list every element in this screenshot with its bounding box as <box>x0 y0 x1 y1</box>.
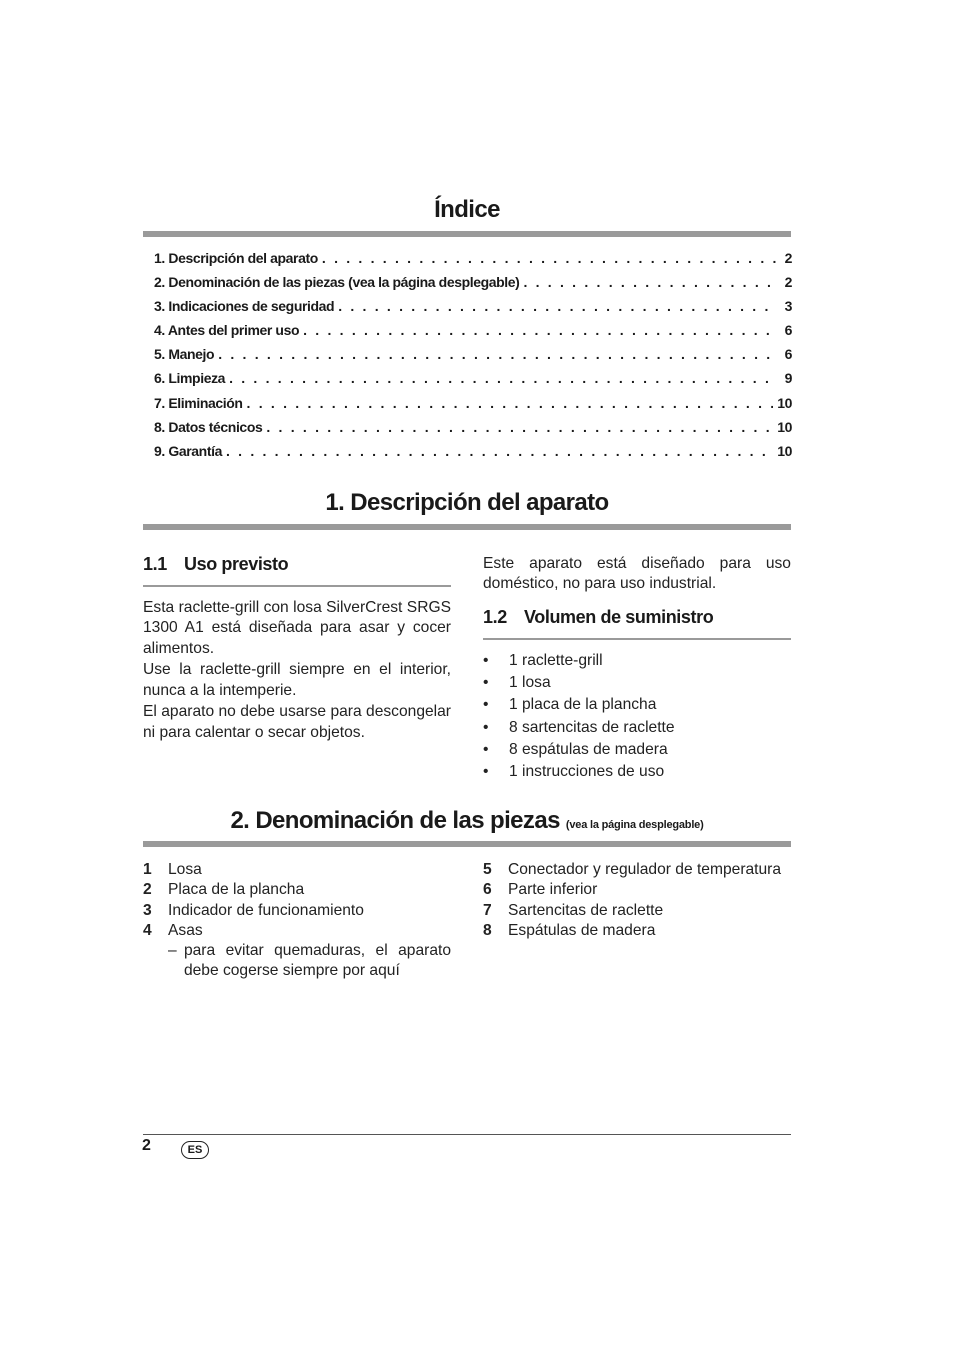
uso-previsto-text <box>143 598 451 745</box>
part-number: 2 <box>143 881 152 899</box>
subsection-heading-1-1 <box>143 554 288 575</box>
toc-entry[interactable] <box>154 370 792 394</box>
part-item <box>483 880 791 900</box>
part-number: 6 <box>483 881 492 899</box>
part-name: Losa <box>168 861 202 878</box>
index-title: Índice <box>434 196 500 223</box>
toc-leader <box>338 298 776 314</box>
subsection-title: Uso previsto <box>184 554 289 574</box>
part-number: 5 <box>483 861 492 878</box>
delivery-list <box>483 650 675 783</box>
part-item <box>483 901 791 921</box>
page-number: 2 <box>142 1137 151 1154</box>
toc-page: 2 <box>784 274 792 291</box>
toc-entry[interactable] <box>154 346 792 370</box>
list-item <box>483 761 675 783</box>
toc-entry[interactable] <box>154 250 792 274</box>
paragraph: Use la raclette-grill siempre en el interior, nunca a la intemperie. <box>143 661 451 699</box>
dash-icon: – <box>168 942 177 960</box>
parts-list-left <box>143 860 451 982</box>
section2-title <box>143 807 791 835</box>
part-item <box>483 860 791 880</box>
toc-label: 3. Indicaciones de seguridad <box>154 298 335 315</box>
part-name: Conectador y regulador de temperatura <box>508 861 782 878</box>
list-item <box>483 694 675 716</box>
toc-label: 1. Descripción del aparato <box>154 250 318 266</box>
toc-leader <box>523 274 776 290</box>
section1-title: 1. Descripción del aparato <box>325 489 609 516</box>
part-number: 8 <box>483 921 492 939</box>
paragraph: Este aparato está diseñado para uso doméstico, no para uso industrial. <box>483 555 791 593</box>
list-item-text: 1 instrucciones de uso <box>509 763 665 781</box>
toc-page: 9 <box>784 370 792 387</box>
section2-note: (vea la página desplegable) <box>565 819 704 831</box>
toc-page: 3 <box>784 298 792 315</box>
part-item <box>143 921 451 941</box>
asas-note-text: para evitar quemaduras, el aparato debe cogerse siempre por aquí <box>183 942 451 980</box>
uso-previsto-continuation <box>483 554 791 596</box>
list-item-text: 1 losa <box>509 674 551 692</box>
toc-label: 6. Limpieza <box>154 370 226 387</box>
section2-title-text: 2. Denominación de las piezas <box>230 807 560 834</box>
toc-page: 6 <box>784 322 792 339</box>
toc-label: 4. Antes del primer uso <box>154 322 300 339</box>
list-item-text: 8 sartencitas de raclette <box>509 718 675 736</box>
toc-leader <box>266 419 773 435</box>
part-item <box>143 860 451 880</box>
subsection-number: 1.2 <box>483 607 507 627</box>
table-of-contents <box>154 250 792 467</box>
paragraph: El aparato no debe usarse para descongelar ni para calentar o secar objetos. <box>143 703 451 741</box>
list-item-text: 1 placa de la plancha <box>509 696 657 714</box>
paragraph: Esta raclette-grill con losa SilverCrest SRGS 1300 A1 está diseñada para asar y cocer alimentos. <box>143 599 451 657</box>
part-number: 3 <box>143 901 152 919</box>
toc-page: 10 <box>777 442 792 459</box>
toc-label: 7. Eliminación <box>154 394 243 411</box>
part-item <box>143 901 451 921</box>
subsection-heading-1-2 <box>483 607 713 628</box>
toc-page: 2 <box>784 250 792 266</box>
subsection-rule <box>483 638 791 640</box>
toc-leader <box>229 370 776 386</box>
list-item <box>483 739 675 761</box>
toc-label: 8. Datos técnicos <box>154 418 263 435</box>
toc-entry[interactable] <box>154 395 792 419</box>
subsection-title: Volumen de suministro <box>524 607 714 627</box>
parts-list-right <box>483 860 791 941</box>
toc-entry[interactable] <box>154 274 792 298</box>
part-name: Placa de la plancha <box>168 881 305 899</box>
part-number: 7 <box>483 901 492 919</box>
bullet-icon: • <box>483 674 489 692</box>
toc-entry[interactable] <box>154 322 792 346</box>
bullet-icon: • <box>483 652 489 669</box>
part-number: 4 <box>143 921 152 939</box>
list-item <box>483 650 675 672</box>
toc-entry[interactable] <box>154 443 792 467</box>
toc-label: 2. Denominación de las piezas (vea la página desplegable) <box>154 274 520 291</box>
footer-rule <box>143 1134 791 1135</box>
toc-entry[interactable] <box>154 298 792 322</box>
index-rule <box>143 231 791 237</box>
bullet-icon: • <box>483 740 489 758</box>
part-item <box>483 921 791 941</box>
toc-page: 10 <box>777 418 792 435</box>
toc-leader <box>247 395 774 411</box>
bullet-icon: • <box>483 763 489 781</box>
bullet-icon: • <box>483 718 489 736</box>
toc-leader <box>226 443 773 459</box>
part-name: Sartencitas de raclette <box>508 901 664 919</box>
toc-leader <box>322 250 776 266</box>
list-item <box>483 672 675 694</box>
part-name: Parte inferior <box>508 881 598 899</box>
section2-rule <box>143 841 791 847</box>
language-badge: ES <box>181 1141 209 1159</box>
toc-leader <box>303 322 776 338</box>
bullet-icon: • <box>483 696 489 714</box>
toc-page: 6 <box>784 346 792 363</box>
part-name: Indicador de funcionamiento <box>168 901 364 919</box>
section1-rule <box>143 524 791 530</box>
toc-page: 10 <box>777 394 792 411</box>
list-item-text: 8 espátulas de madera <box>509 740 668 758</box>
subsection-rule <box>143 585 451 587</box>
list-item-text: 1 raclette-grill <box>509 652 603 669</box>
part-name: Espátulas de madera <box>508 921 656 939</box>
subsection-number: 1.1 <box>143 554 167 574</box>
toc-label: 5. Manejo <box>154 346 215 363</box>
toc-leader <box>218 346 776 362</box>
toc-label: 9. Garantía <box>154 442 222 459</box>
asas-note <box>143 941 451 982</box>
part-number: 1 <box>143 861 152 878</box>
list-item <box>483 717 675 739</box>
toc-entry[interactable] <box>154 419 792 443</box>
part-item <box>143 880 451 900</box>
part-name: Asas <box>168 921 203 939</box>
